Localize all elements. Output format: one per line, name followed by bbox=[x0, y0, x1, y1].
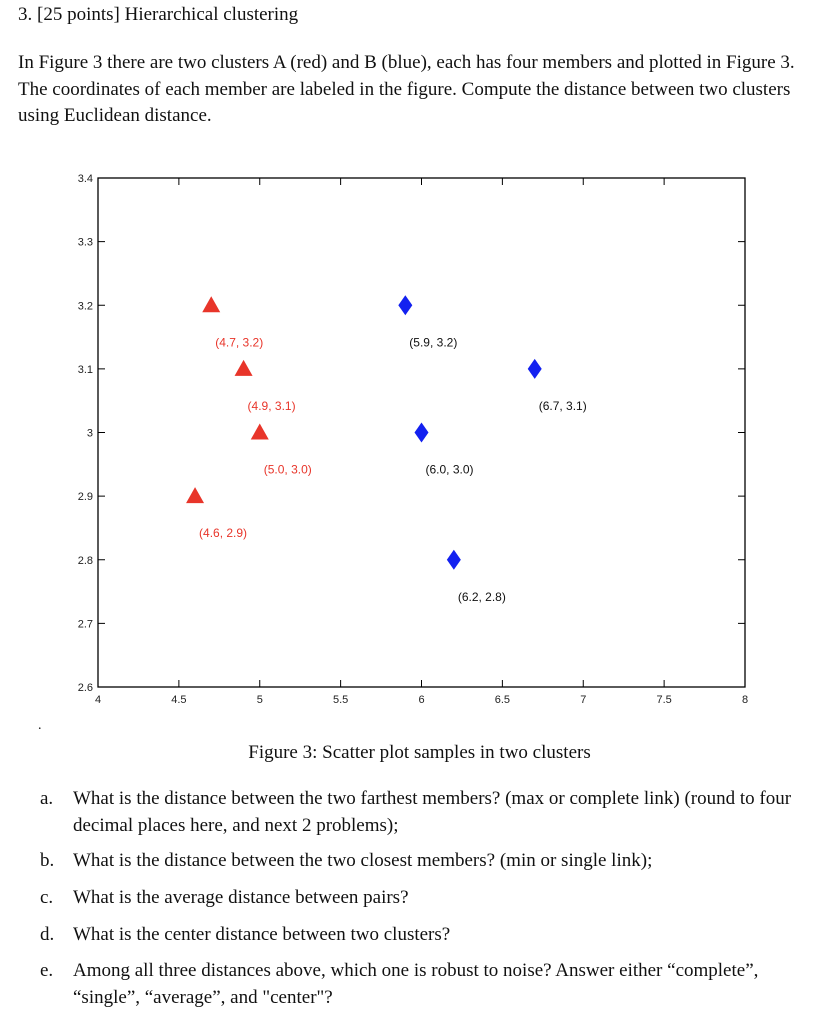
point-label: (6.7, 3.1) bbox=[538, 398, 587, 413]
x-tick-label: 5 bbox=[256, 694, 263, 706]
point-label: (6.0, 3.0) bbox=[425, 462, 474, 477]
question-label: e. bbox=[40, 960, 54, 981]
point-label: (5.0, 3.0) bbox=[263, 462, 312, 477]
problem-intro bbox=[18, 50, 818, 130]
y-tick-label: 3 bbox=[86, 427, 93, 440]
point-label: (6.2, 2.8) bbox=[457, 589, 506, 604]
x-tick-label: 4.5 bbox=[171, 694, 187, 706]
x-tick-label: 6 bbox=[418, 694, 425, 706]
stray-mark: . bbox=[38, 718, 42, 733]
y-tick-label: 2.6 bbox=[77, 682, 93, 694]
question-label: d. bbox=[40, 924, 55, 945]
point-label: (4.7, 3.2) bbox=[215, 335, 264, 350]
figure-caption: Figure 3: Scatter plot samples in two clusters bbox=[248, 742, 591, 763]
question-text: What is the distance between the two farthest members? (max or complete link) (round to four decimal places here, and next 2 problems); bbox=[73, 788, 792, 836]
intro-text: In Figure 3 there are two clusters A (red) and B (blue), each has four members and plotted in Figure 3. The coordinates of each member are labeled in the figure. Compute the distance between two clusters using Euclidean distance. bbox=[18, 52, 795, 126]
cluster-b-point bbox=[447, 550, 461, 570]
data-points bbox=[186, 295, 587, 604]
question-text: What is the average distance between pairs? bbox=[73, 887, 409, 908]
question-label: a. bbox=[40, 788, 54, 809]
question-label: b. bbox=[40, 850, 55, 871]
question-label: c. bbox=[40, 887, 54, 908]
question-text: What is the distance between the two closest members? (min or single link); bbox=[73, 850, 653, 871]
point-label: (4.9, 3.1) bbox=[247, 398, 296, 413]
cluster-a-point bbox=[202, 296, 220, 312]
cluster-b-point bbox=[415, 423, 429, 443]
x-tick-label: 7 bbox=[580, 694, 587, 706]
axes bbox=[78, 173, 748, 706]
x-tick-label: 8 bbox=[741, 694, 749, 706]
y-tick-label: 3.3 bbox=[77, 236, 93, 249]
cluster-a-point bbox=[186, 487, 204, 503]
x-tick-label: 6.5 bbox=[494, 694, 511, 706]
y-tick-label: 3.4 bbox=[77, 173, 93, 185]
x-tick-label: 5.5 bbox=[332, 694, 349, 706]
scatter-plot bbox=[0, 160, 839, 720]
question-text: Among all three distances above, which one is robust to noise? Answer either “complete”, “single”, “average”, and "center"? bbox=[73, 960, 759, 1008]
cluster-a-point bbox=[251, 424, 269, 440]
point-label: (5.9, 3.2) bbox=[409, 335, 458, 350]
y-tick-label: 2.8 bbox=[77, 554, 93, 567]
y-tick-label: 3.2 bbox=[77, 300, 93, 313]
cluster-b-point bbox=[528, 359, 542, 379]
point-label: (4.6, 2.9) bbox=[199, 526, 248, 541]
cluster-b-point bbox=[398, 295, 412, 315]
x-tick-label: 4 bbox=[94, 694, 102, 706]
cluster-a-point bbox=[235, 360, 253, 376]
y-tick-label: 2.7 bbox=[77, 618, 93, 631]
problem-heading: 3. [25 points] Hierarchical clustering bbox=[18, 4, 299, 25]
question-text: What is the center distance between two clusters? bbox=[73, 924, 451, 945]
y-tick-label: 2.9 bbox=[77, 491, 93, 504]
y-tick-label: 3.1 bbox=[77, 363, 93, 376]
x-tick-label: 7.5 bbox=[656, 694, 672, 706]
